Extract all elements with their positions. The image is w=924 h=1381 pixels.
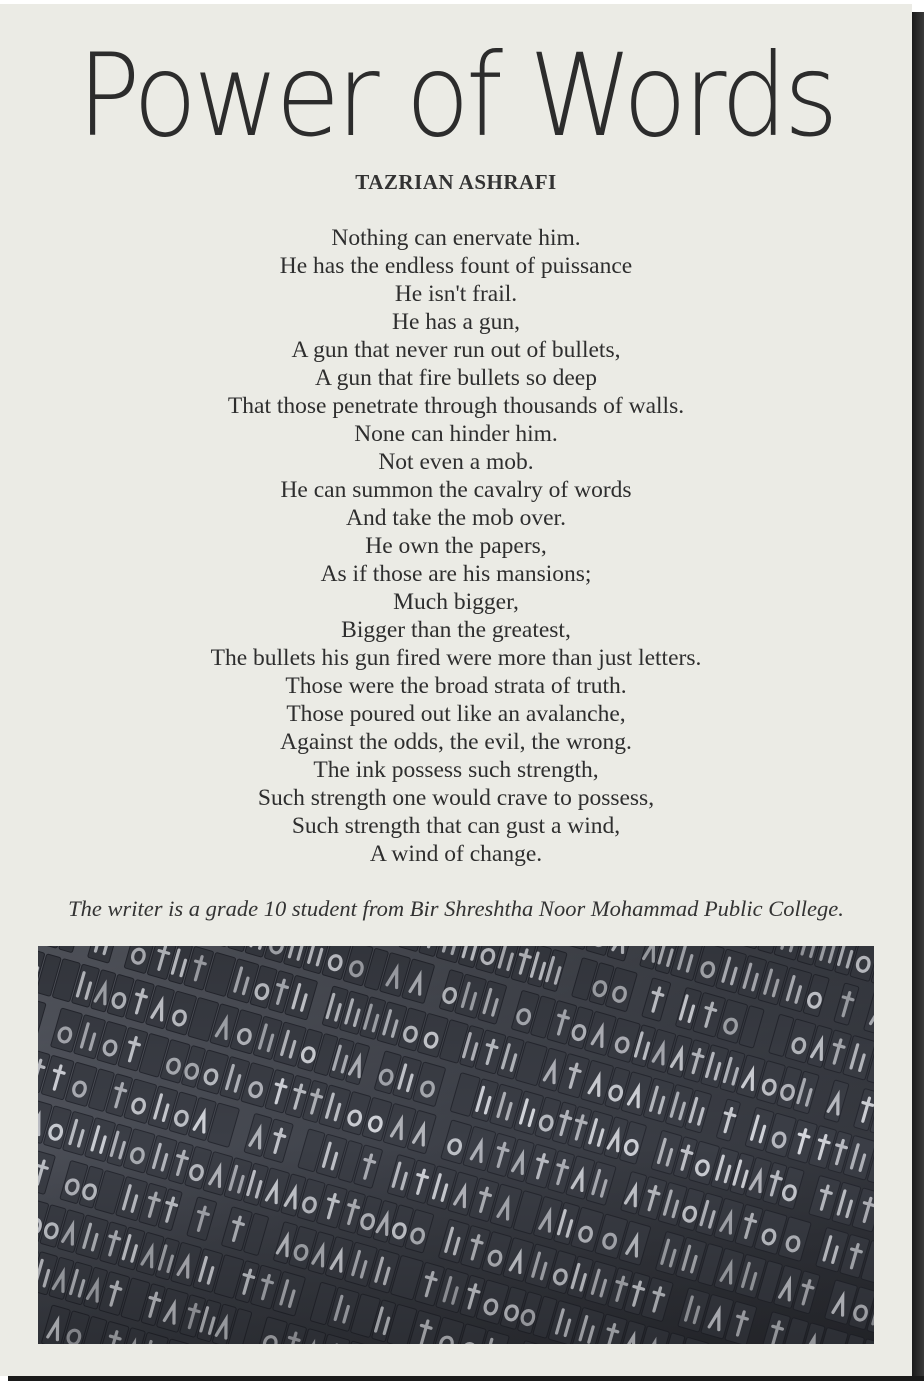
poem-line: He isn't frail. (394, 281, 518, 307)
poem-line: He can summon the cavalry of words (280, 477, 632, 503)
article-page (0, 4, 912, 1376)
poem-line: None can hinder him. (354, 421, 558, 447)
poem-line: A gun that fire bullets so deep (315, 365, 597, 391)
poem-line: Bigger than the greatest, (341, 617, 571, 643)
poem-line: Those were the broad strata of truth. (285, 673, 627, 699)
poem-line: A gun that never run out of bullets, (291, 337, 621, 363)
poem-line: Not even a mob. (378, 449, 534, 475)
poem-line: Much bigger, (393, 589, 519, 615)
author-note: The writer is a grade 10 student from Bir Shreshtha Noor Mohammad Public College. (68, 896, 844, 921)
page-shadow-right (912, 12, 924, 1381)
poem-line: A wind of change. (369, 841, 543, 867)
poem-line: Nothing can enervate him. (331, 225, 581, 251)
metal-type-illustration (38, 946, 874, 1344)
article-title: Power of Words (77, 29, 835, 162)
poem-line: That those penetrate through thousands of walls. (227, 393, 685, 419)
poem-line: He has the endless fount of puissance (279, 253, 633, 279)
poem-line: Against the odds, the evil, the wrong. (280, 729, 632, 755)
poem-line: Such strength that can gust a wind, (291, 813, 621, 839)
poem-line: Such strength one would crave to possess, (257, 785, 655, 811)
poem-line: As if those are his mansions; (320, 561, 592, 587)
page-shadow-bottom (8, 1376, 924, 1381)
poem-line: He has a gun, (392, 309, 520, 335)
poem-line: The ink possess such strength, (313, 757, 599, 783)
poem-line: The bullets his gun fired were more than just letters. (210, 645, 702, 671)
poem-line: And take the mob over. (346, 505, 566, 531)
poem-line: He own the papers, (365, 533, 547, 559)
author-byline: TAZRIAN ASHRAFI (355, 170, 557, 194)
poem-line: Those poured out like an avalanche, (286, 701, 626, 727)
metal-type-photo (38, 946, 874, 1344)
poem-body (0, 224, 912, 868)
